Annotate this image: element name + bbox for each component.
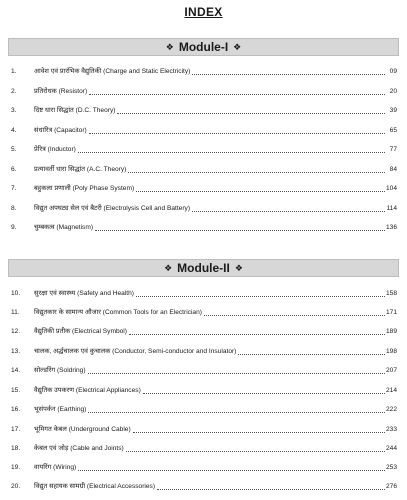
entry-page: 244 [385,445,397,452]
entry-number: 6. [11,166,17,173]
diamond-icon: ❖ [234,262,243,273]
module-2-header [8,259,399,277]
entry-number: 15. [11,387,21,394]
entry-title: बहुकला प्रणाली (Poly Phase System) [34,182,135,196]
dot-leader [89,94,385,95]
dot-leader [126,451,385,452]
dot-leader [88,412,385,413]
entry-page: 114 [386,205,397,212]
dot-leader [157,489,385,490]
toc-entry [0,480,407,494]
entry-title: विद्युत सहायक सामग्री (Electrical Accessories) [34,480,156,494]
toc-entry [0,182,407,196]
entry-title: वायरिंग (Wiring) [34,461,77,475]
dot-leader [136,191,385,192]
dot-leader [78,470,385,471]
entry-page: 09 [389,68,397,75]
entry-number: 2. [11,88,17,95]
entry-number: 16. [11,406,21,413]
toc-entry [0,85,407,99]
dot-leader [128,172,385,173]
entry-number: 17. [11,426,21,433]
entry-title: भूमिगत केबल (Underground Cable) [34,423,132,437]
entry-page: 222 [385,406,397,413]
dot-leader [88,373,385,374]
dot-leader [89,133,385,134]
toc-entry [0,325,407,339]
toc-entry [0,364,407,378]
entry-page: 136 [385,224,397,231]
entry-page: 276 [385,483,397,490]
entry-title: विद्युत अपघट्य सेल एवं बैटरी (Electrolysis Cell and Battery) [34,202,191,216]
entry-number: 10. [11,290,21,297]
entry-page: 39 [389,107,397,114]
toc-entry [0,403,407,417]
entry-page: 171 [385,309,397,316]
entry-number: 8. [11,205,17,212]
dot-leader [192,211,385,212]
entry-title: वैद्युतिकी प्रतीक (Electrical Symbol) [34,325,128,339]
entry-number: 4. [11,127,17,134]
dot-leader [129,334,385,335]
toc-entry [0,442,407,456]
toc-entry [0,65,407,79]
module-2-label: Module-II [177,261,230,275]
entry-number: 13. [11,348,21,355]
toc-entry [0,306,407,320]
diamond-icon: ❖ [164,262,173,273]
toc-entry [0,202,407,216]
toc-entry [0,287,407,301]
diamond-icon: ❖ [165,41,174,52]
entry-title: सुरक्षा एवं स्वास्थ्य (Safety and Health) [34,287,135,301]
entry-title: प्रेरित्र (Inductor) [34,143,77,157]
entry-title: भूसंपर्कन (Earthing) [34,403,87,417]
entry-number: 14. [11,367,21,374]
entry-page: 253 [385,464,397,471]
entry-title: दिष्ट धारा सिद्धांत (D.C. Theory) [34,104,116,118]
entry-title: केबल एवं जोड़ (Cable and Joints) [34,442,125,456]
entry-number: 3. [11,107,17,114]
module-1-label: Module-I [178,40,229,54]
index-title: INDEX [184,5,223,19]
dot-leader [78,152,385,153]
entry-number: 12. [11,328,21,335]
toc-entry [0,461,407,475]
entry-title: विद्युतकार के सामान्य औजार (Common Tools for an Electrician) [34,306,203,320]
entry-number: 5. [11,146,17,153]
entry-title: वैद्युतिक उपकरण (Electrical Appliances) [34,384,142,398]
toc-entry [0,423,407,437]
dot-leader [192,74,385,75]
entry-page: 20 [389,88,397,95]
diamond-icon: ❖ [233,41,242,52]
entry-number: 7. [11,185,17,192]
entry-page: 214 [385,387,397,394]
entry-title: चालक, अर्द्धचालक एवं कुचालक (Conductor, Semi-conductor and Insulator) [34,345,237,359]
entry-page: 84 [389,166,397,173]
toc-entry [0,221,407,235]
toc-entry [0,104,407,118]
entry-number: 1. [11,68,17,75]
toc-entry [0,345,407,359]
module-1-header [8,38,399,56]
toc-entry [0,163,407,177]
entry-page: 189 [385,328,397,335]
entry-title: आवेश एवं प्रारंभिक वैद्युतिकी (Charge and Static Electricity) [34,65,191,79]
dot-leader [204,315,385,316]
dot-leader [136,296,385,297]
dot-leader [117,113,385,114]
entry-title: प्रत्यावर्ती धारा सिद्धांत (A.C. Theory) [34,163,127,177]
entry-page: 198 [385,348,397,355]
entry-page: 207 [385,367,397,374]
entry-number: 11. [11,309,20,316]
entry-number: 9. [11,224,17,231]
entry-page: 233 [385,426,397,433]
dot-leader [143,393,385,394]
entry-title: प्रतिरोधक (Resistor) [34,85,88,99]
dot-leader [133,432,385,433]
entry-page: 158 [385,290,397,297]
entry-number: 19. [11,464,21,471]
entry-page: 104 [385,185,397,192]
entry-page: 77 [389,146,397,153]
dot-leader [95,230,385,231]
dot-leader [238,354,385,355]
entry-page: 65 [389,127,397,134]
entry-title: संधारित्र (Capacitor) [34,124,88,138]
toc-entry [0,124,407,138]
entry-number: 20. [11,483,21,490]
entry-title: सोल्डरिंग (Soldring) [34,364,87,378]
entry-number: 18. [11,445,21,452]
toc-entry [0,384,407,398]
toc-entry [0,143,407,157]
entry-title: चुम्बकत्व (Magnetism) [34,221,94,235]
